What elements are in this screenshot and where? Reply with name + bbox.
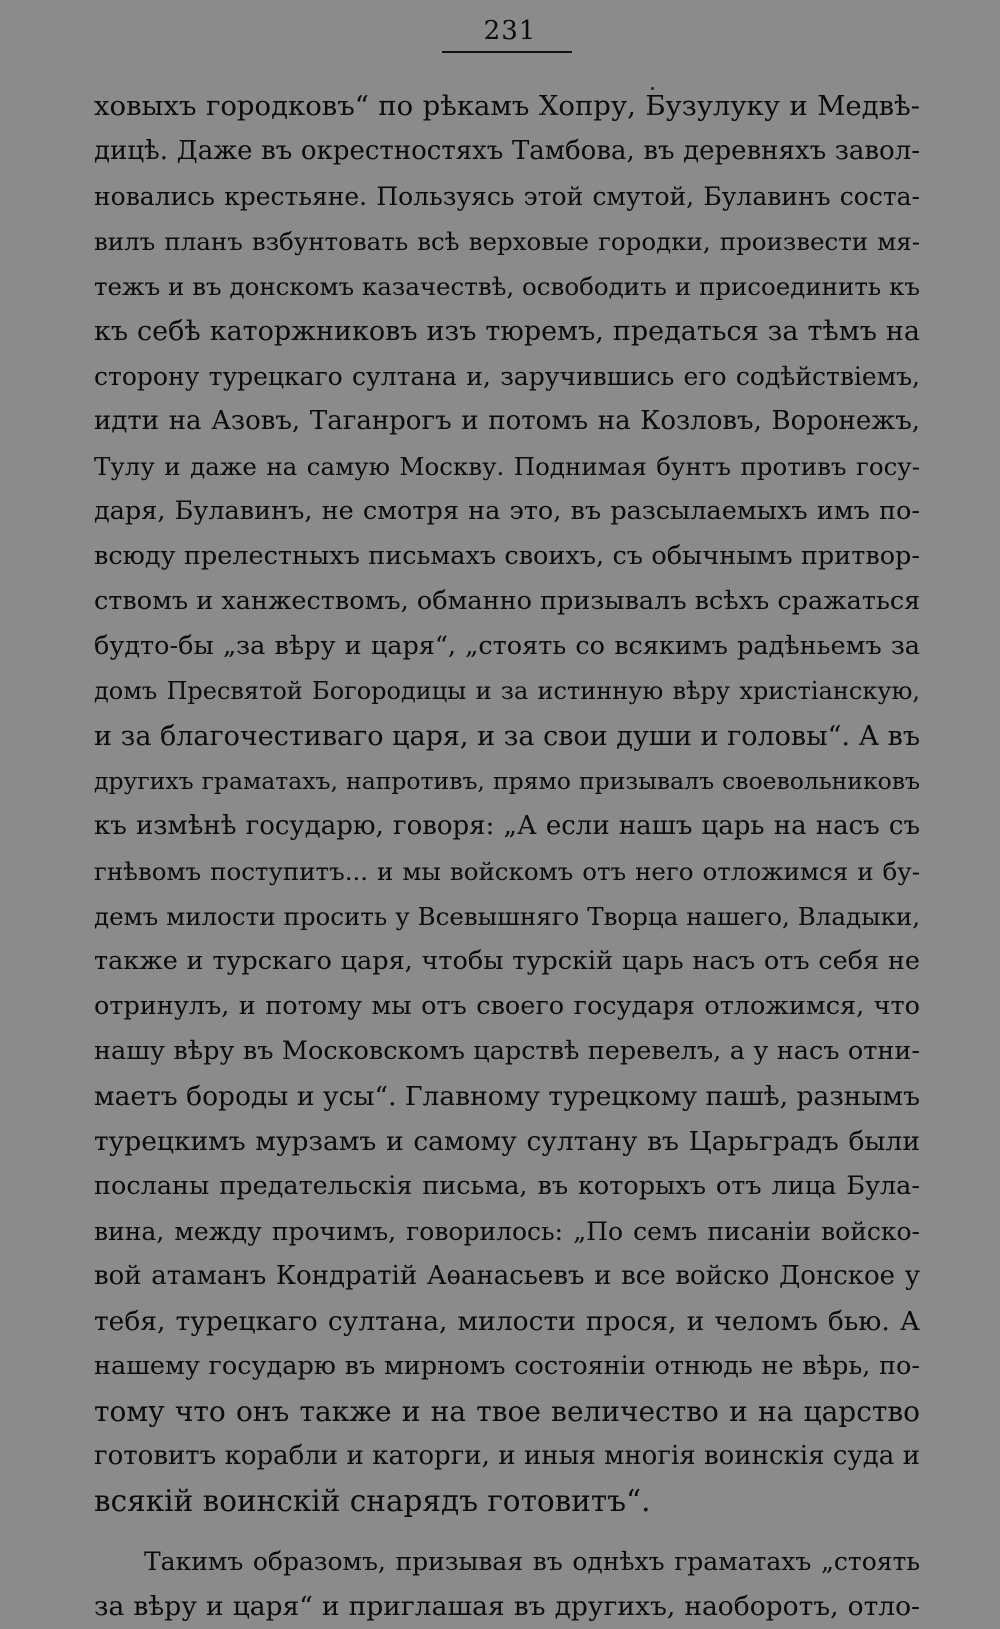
text-line: къ себѣ каторжниковъ изъ тюремъ, предаться за тѣмъ на <box>94 316 920 347</box>
paragraph-gap <box>94 1524 920 1539</box>
text-line: тебя, турецкаго султана, милости прося, и челомъ бью. А <box>94 1306 920 1337</box>
text-line: домъ Пресвятой Богородицы и за истинную вѣру христіанскую, <box>94 677 920 705</box>
text-line: тому что онъ также и на твое величество и на царство <box>94 1395 920 1428</box>
text-line: вой атаманъ Кондратій Аѳанасьевъ и все войско Донское у <box>94 1261 920 1291</box>
text-line: нашему государю въ мирномъ состояніи отнюдь не вѣрь, по- <box>94 1351 920 1381</box>
body-text <box>94 84 920 1629</box>
text-line: къ измѣнѣ государю, говоря: „А если нашъ царь на насъ съ <box>94 811 920 841</box>
page-number: 231 <box>483 16 537 46</box>
text-line: ховыхъ городковъ“ по рѣкамъ Хопру, Бузулуку и Медвѣ- <box>94 90 920 122</box>
paragraph-1 <box>94 84 920 1524</box>
text-line: идти на Азовъ, Таганрогъ и потомъ на Козловъ, Воронежъ, <box>94 406 920 436</box>
text-line: нашу вѣру въ Московскомъ царствѣ перевелъ, а у насъ отни- <box>94 1036 920 1066</box>
text-line: новались крестьяне. Пользуясь этой смутой, Булавинъ соста- <box>94 182 920 211</box>
text-line: дицѣ. Даже въ окрестностяхъ Тамбова, въ деревняхъ завол- <box>94 136 920 166</box>
text-line: тежъ и въ донскомъ казачествѣ, освободить и присоединить къ <box>94 272 920 301</box>
text-line: ствомъ и ханжествомъ, обманно призывалъ всѣхъ сражаться <box>94 586 921 616</box>
text-line: вина, между прочимъ, говорилось: „По семъ писаніи войско- <box>94 1217 920 1246</box>
text-line: гнѣвомъ поступитъ... и мы войскомъ отъ него отложимся и бу- <box>94 857 920 886</box>
text-line: другихъ граматахъ, напротивъ, прямо призывалъ своевольниковъ <box>94 767 920 795</box>
text-line: сторону турецкаго султана и, заручившись его содѣйствіемъ, <box>94 362 920 391</box>
text-line: турецкимъ мурзамъ и самому султану въ Царьградъ были <box>94 1126 920 1157</box>
text-line: даря, Булавинъ, не смотря на это, въ разсылаемыхъ имъ по- <box>94 496 920 526</box>
text-line: будто-бы „за вѣру и царя“, „стоять со всякимъ радѣньемъ за <box>94 631 920 661</box>
text-line: также и турскаго царя, чтобы турскій царь насъ отъ себя не <box>94 946 920 976</box>
text-line: всякій воинскій снарядъ готовитъ“. <box>94 1484 651 1518</box>
text-line: посланы предательскія письма, въ которыхъ отъ лица Була- <box>94 1171 920 1201</box>
text-line: за вѣру и царя“ и приглашая въ другихъ, наоборотъ, отло- <box>94 1591 920 1622</box>
text-line: демъ милости просить у Всевышняго Творца нашего, Владыки, <box>94 902 920 931</box>
text-line: вилъ планъ взбунтовать всѣ верховые городки, произвести мя- <box>94 227 920 256</box>
text-line: маетъ бороды и усы“. Главному турецкому пашѣ, разнымъ <box>94 1081 920 1112</box>
text-line: отринулъ, и потому мы отъ своего государя отложимся, что <box>94 991 920 1021</box>
text-line: готовитъ корабли и каторги, и иныя многія воинскія суда и <box>94 1441 920 1471</box>
paragraph-2 <box>94 1539 920 1629</box>
text-line: Тулу и даже на самую Москву. Поднимая бунтъ противъ госу- <box>94 452 920 481</box>
text-line: Такимъ образомъ, призывая въ однѣхъ граматахъ „стоять <box>144 1547 920 1576</box>
page-header <box>0 16 1000 46</box>
header-rule <box>442 51 572 53</box>
text-line: и за благочестиваго царя, и за свои души и головы“. А въ <box>94 721 920 752</box>
text-line: всюду прелестныхъ письмахъ своихъ, съ обычнымъ притвор- <box>94 541 920 571</box>
